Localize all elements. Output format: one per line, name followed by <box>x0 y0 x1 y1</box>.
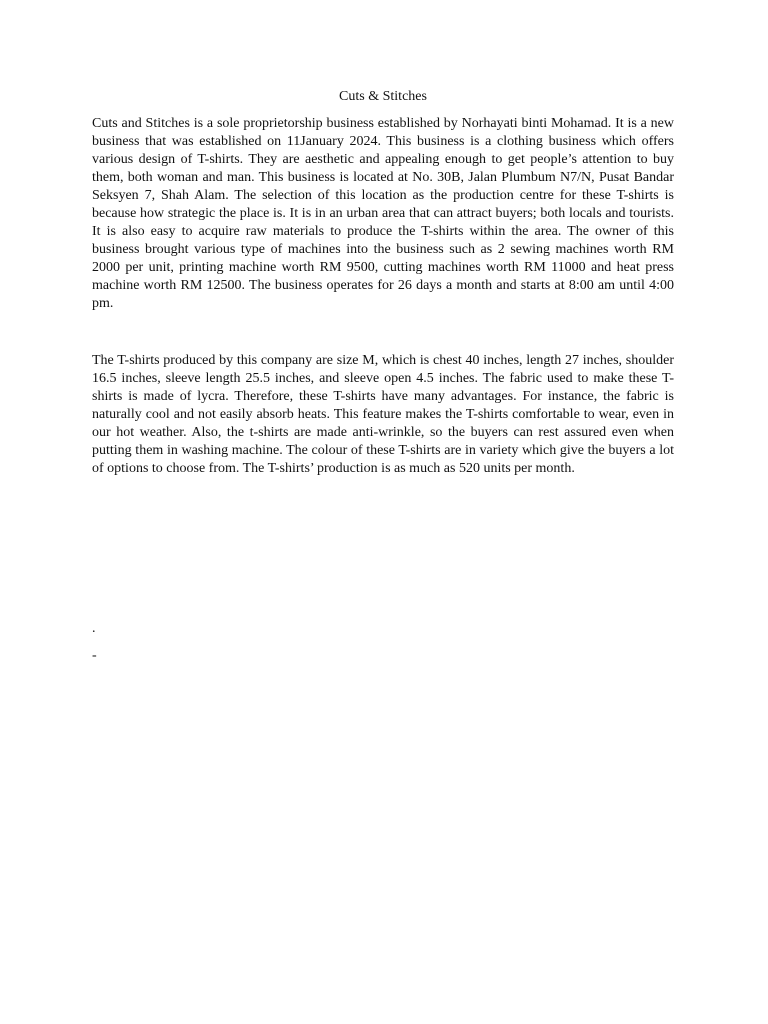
product-description-paragraph: The T-shirts produced by this company are size M, which is chest 40 inches, length 27 inches, shoulder 16.5 inches, sleeve length 25.5 inches, and sleeve open 4.5 inches. The fabric used to make these T-shirts is made of lycra. Therefore, these T-shirts have many advantages. For instance, the fabric is naturally cool and not easily absorb heats. This feature makes the T-shirts comfortable to wear, even in our hot weather. Also, the t-shirts are made anti-wrinkle, so the buyers can rest assured even when putting them in washing machine. The colour of these T-shirts are in variety which give the buyers a lot of options to choose from. The T-shirts’ production is as much as 520 units per month. <box>92 353 674 476</box>
stray-dash-mark: - <box>92 648 97 663</box>
stray-dot-mark: . <box>92 621 96 636</box>
document-title: Cuts & Stitches <box>339 89 427 104</box>
business-overview-paragraph: Cuts and Stitches is a sole proprietorship business established by Norhayati binti Mohamad. It is a new business that was established on 11January 2024. This business is a clothing business which offers various design of T-shirts. They are aesthetic and appealing enough to get people’s attention to buy them, both woman and man. This business is located at No. 30B, Jalan Plumbum N7/N, Pusat Bandar Seksyen 7, Shah Alam. The selection of this location as the production centre for these T-shirts is because how strategic the place is. It is in an urban area that can attract buyers; both locals and tourists. It is also easy to acquire raw materials to produce the T-shirts within the area. The owner of this business brought various type of machines into the business such as 2 sewing machines worth RM 2000 per unit, printing machine worth RM 9500, cutting machines worth RM 11000 and heat press machine worth RM 12500. The business operates for 26 days a month and starts at 8:00 am until 4:00 pm. <box>92 116 674 311</box>
